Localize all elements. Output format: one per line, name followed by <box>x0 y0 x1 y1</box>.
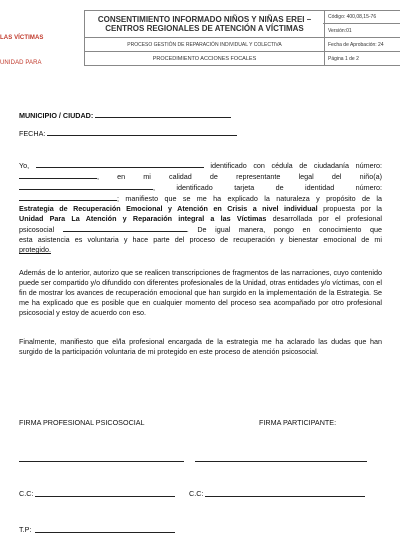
p1-calidad: , en mi calidad de representante legal del niño(a) <box>97 172 382 181</box>
fecha-field[interactable] <box>47 128 237 136</box>
guardian-name-field[interactable] <box>36 160 204 168</box>
cc-participante-field[interactable] <box>205 496 365 497</box>
header-meta-block <box>323 10 400 66</box>
cc-label-participante: C.C: <box>189 489 204 498</box>
p1-igual: . De igual manera, pongo en conocimiento que <box>186 225 383 234</box>
consent-paragraph-3: Finalmente, manifiesto que el/la profesional encargada de la estrategia me ha aclarado las dudas que han surgido de la participación voluntaria de mi protegido en este proceso de atención psicosocial. <box>19 337 382 356</box>
p1-psicosocial: psicosocial <box>19 225 55 234</box>
tp-label: T.P: <box>19 525 32 534</box>
guardian-id-field[interactable] <box>19 171 97 179</box>
p1-manifiesto: ; manifiesto que se me ha explicado la naturaleza y propósito de la <box>117 194 382 203</box>
municipio-field[interactable] <box>95 110 231 118</box>
document-title: CONSENTIMIENTO INFORMADO NIÑOS Y NIÑAS EREI – CENTROS REGIONALES DE ATENCIÓN A VÍCTIMAS <box>85 10 324 38</box>
procedure-name: PROCEDIMIENTO ACCIONES FOCALES <box>85 52 324 66</box>
document-header <box>0 10 400 66</box>
p1-yo: Yo, <box>19 161 30 170</box>
municipio-label: MUNICIPIO / CIUDAD: <box>19 111 94 120</box>
document-version: Versión:01 <box>323 24 400 38</box>
process-name: PROCESO GESTIÓN DE REPARACIÓN INDIVIDUAL Y COLECTIVA <box>85 38 324 52</box>
p1-unidad: Unidad Para La Atención y Reparación integral a las Víctimas <box>19 214 267 223</box>
cc-label-profesional: C.C: <box>19 489 34 498</box>
p1-estrategia: Estrategia de Recuperación Emocional y Atención en Crisis a nivel individual <box>19 204 318 213</box>
child-name-field[interactable] <box>19 182 153 190</box>
fecha-label: FECHA: <box>19 129 46 138</box>
consent-paragraph-2: Además de lo anterior, autorizo que se realicen transcripciones de fragmentos de las narraciones, cuyo contenido puede ser compartido y/o difundido con diferentes profesionales de la Unidad, otras entidades y/o víctimas, con el fin de mostrar los avances de recuperación emocional que han surgido en la implementación de la Estrategia. Se me ha explicado que es posible que en cualquier momento del proceso sea acompañado por otro profesional psicosocial y estoy de acuerdo con eso. <box>19 268 382 317</box>
unidad-victimas-logo <box>0 10 84 66</box>
firma-profesional-line[interactable] <box>19 461 184 462</box>
p1-protegido: protegido. <box>19 245 51 254</box>
firma-participante-label: FIRMA PARTICIPANTE: <box>259 418 337 427</box>
firma-participante-line[interactable] <box>195 461 367 462</box>
firma-profesional-label: FIRMA PROFESIONAL PSICOSOCIAL <box>19 418 145 427</box>
page-number: Página 1 de 2 <box>323 52 400 66</box>
approval-date: Fecha de Aprobación: 24 <box>323 38 400 52</box>
consent-paragraph-1 <box>19 160 382 255</box>
p1-ident: identificado con cédula de ciudadanía número: <box>210 161 383 170</box>
professional-name-field[interactable] <box>63 224 187 232</box>
p1-desarrollada: desarrollada por el profesional <box>266 214 382 223</box>
cc-profesional-field[interactable] <box>35 496 175 497</box>
logo-text-prefix: UNIDAD PARA <box>0 60 42 66</box>
municipio-row <box>19 110 382 121</box>
fecha-row <box>19 128 382 139</box>
header-title-block <box>84 10 325 66</box>
tp-field[interactable] <box>35 532 175 533</box>
logo-text-bold: LAS VÍCTIMAS <box>0 35 44 41</box>
child-id-field[interactable] <box>19 193 117 201</box>
document-code: Código: 400,08,15-76 <box>323 10 400 24</box>
p1-propuesta: propuesta por la <box>317 204 382 213</box>
p1-tarjeta: , identificado tarjeta de identidad número: <box>153 183 382 192</box>
p1-asistencia: esta asistencia es voluntaria y hace parte del proceso de recuperación y bienestar emocional de mi <box>19 235 382 244</box>
